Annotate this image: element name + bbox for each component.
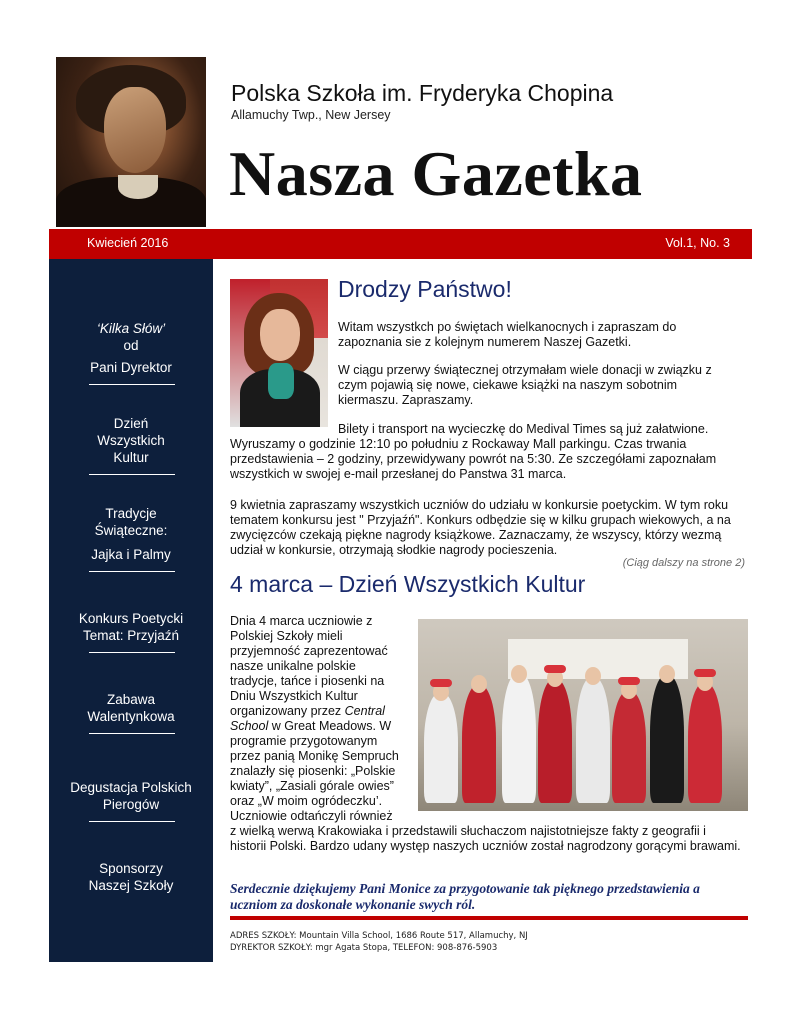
sidebar-item-degustacja: [49, 779, 213, 813]
article-line: nasze unikalne polskie: [230, 659, 356, 673]
sidebar-item-label: Tradycje: [105, 506, 157, 521]
article-line: Polskiej Szkoły mieli: [230, 629, 343, 643]
article-line: oraz „W moim ogródeczku’.: [230, 794, 383, 808]
sidebar-separator: [89, 733, 175, 734]
sidebar-item-label: Pierogów: [102, 797, 160, 812]
sidebar-item-label: Naszej Szkoły: [88, 878, 174, 893]
sidebar-item-kilka-slow: [49, 320, 213, 354]
article-line: tradycje, tańce i piosenki na: [230, 674, 385, 688]
sidebar-item-label: Dzień: [113, 416, 149, 431]
article-line: przez panią Monikę Sempruch: [230, 749, 399, 763]
article-line: w Great Meadows. W: [268, 719, 392, 733]
school-name: Polska Szkoła im. Fryderyka Chopina: [231, 80, 614, 106]
sidebar-item-label: Degustacja Polskich: [70, 780, 192, 795]
sidebar-item-tradycje: [49, 505, 213, 539]
article-line: przyjemność zaprezentować: [230, 644, 388, 658]
sidebar-item-label: Pani Dyrektor: [90, 360, 172, 375]
article-italic: School: [230, 719, 269, 733]
sidebar-item-label: Świąteczne:: [94, 523, 168, 538]
letter-paragraph: 9 kwietnia zapraszamy wszystkich uczniów do udziału w konkursie poetyckim. W tym roku tematem konkursu jest " Przyjaźń". Konkurs odbędzie się w kilku grupach wiekowych, a na zwycięzców czekają piękne nagrody książkowe. Zaznaczamy, że wszyscy, którzy wezmą udział w konkursie, otrzymają słodkie nagrody pocieszenia.: [230, 498, 731, 557]
footer-rule: [230, 916, 748, 920]
letter-heading: Drodzy Państwo!: [338, 276, 512, 302]
article-line: znalazły się piosenki: „Polskie: [230, 764, 396, 778]
sidebar-item-label: od: [123, 338, 139, 353]
sidebar-item-label: Zabawa: [106, 692, 156, 707]
article-line: Dniu Wszystkich Kultur: [230, 689, 358, 703]
sidebar-separator: [89, 652, 175, 653]
sidebar-item-label: Sponsorzy: [99, 861, 163, 876]
sidebar-item-label: Walentynkowa: [87, 709, 175, 724]
director-photo: [230, 279, 328, 427]
culture-article-tail: z wielką werwą Krakowiaka i przedstawili słuchaczom najistotniejsze fakty z geografii i historii Polski. Bardzo udany występ naszych uczniów został nagrodzony gorącymi brawami.: [230, 824, 741, 853]
sidebar-item-label: Jajka i Palmy: [91, 547, 171, 562]
article-line: Uczniowie odtańczyli również: [230, 809, 393, 823]
article-line: Dnia 4 marca uczniowie z: [230, 614, 373, 628]
culture-heading: 4 marca – Dzień Wszystkich Kultur: [230, 571, 586, 597]
sidebar-item-konkurs: [49, 610, 213, 644]
continued-note: (Ciąg dalszy na strone 2): [622, 557, 745, 569]
sidebar-item-pani-dyrektor: [49, 359, 213, 376]
sidebar-item-label: Temat: Przyjaźń: [82, 628, 180, 643]
sidebar-item-label: Wszystkich: [97, 433, 165, 448]
newsletter-title: Nasza Gazetka: [229, 138, 643, 209]
article-line: organizowany przez: [230, 704, 345, 718]
chopin-portrait: [56, 57, 206, 227]
sidebar-separator: [89, 571, 175, 572]
letter-paragraph: Witam wszystkch po świętach wielkanocnych i zapraszam do zapoznania sie z kolejnym numerem Naszej Gazetki.: [338, 320, 677, 349]
sidebar-item-sponsorzy: [49, 860, 213, 894]
dance-group-photo: [418, 619, 748, 811]
sidebar-separator: [89, 474, 175, 475]
thanks-note: Serdecznie dziękujemy Pani Monice za przygotowanie tak pięknego przedstawienia a uczniom za doskonałe wykonanie swych ról.: [230, 881, 700, 912]
sidebar-item-label: Kultur: [113, 450, 149, 465]
sidebar-separator: [89, 384, 175, 385]
sidebar-item-zabawa: [49, 691, 213, 725]
school-location: Allamuchy Twp., New Jersey: [231, 108, 391, 122]
footer-director: DYREKTOR SZKOŁY: mgr Agata Stopa, TELEFON: 908-876-5903: [230, 943, 498, 953]
footer-address: ADRES SZKOŁY: Mountain Villa School, 1686 Route 517, Allamuchy, NJ: [230, 931, 528, 941]
issue-bar: [49, 229, 752, 259]
sidebar-item-dzien-kultur: [49, 415, 213, 466]
article-line: kwiaty”, „Zasiali górale owies”: [230, 779, 394, 793]
sidebar-item-label: Konkurs Poetycki: [78, 611, 184, 626]
letter-paragraph: Bilety i transport na wycieczkę do Medival Times są już załatwione. Wyruszamy o godzinie 12:10 po południu z Rockaway Mall parkingu. Czas trwania przedstawienia – 2 godziny, przewidywany powrót na 5:30. Ze szczegółami zapoznałam wszystkich w swojej e-mail przesłanej do Panstwa 31 marca.: [230, 422, 717, 481]
letter-paragraph: W ciągu przerwy świątecznej otrzymałam wiele donacji w związku z czym pojawią się nowe, ciekawe książki na naszym sobotnim kiermaszu. Zapraszamy.: [338, 363, 712, 407]
sidebar-item-label: ‘Kilka Słów’: [96, 321, 166, 336]
culture-article-left: [230, 614, 415, 824]
article-line: programie przygotowanym: [230, 734, 378, 748]
issue-volume: Vol.1, No. 3: [665, 236, 730, 250]
sidebar-separator: [89, 821, 175, 822]
issue-date: Kwiecień 2016: [87, 236, 169, 250]
sidebar-item-jajka-palmy: [49, 546, 213, 563]
article-italic: Central: [344, 704, 385, 718]
sidebar-contents: [49, 259, 213, 962]
